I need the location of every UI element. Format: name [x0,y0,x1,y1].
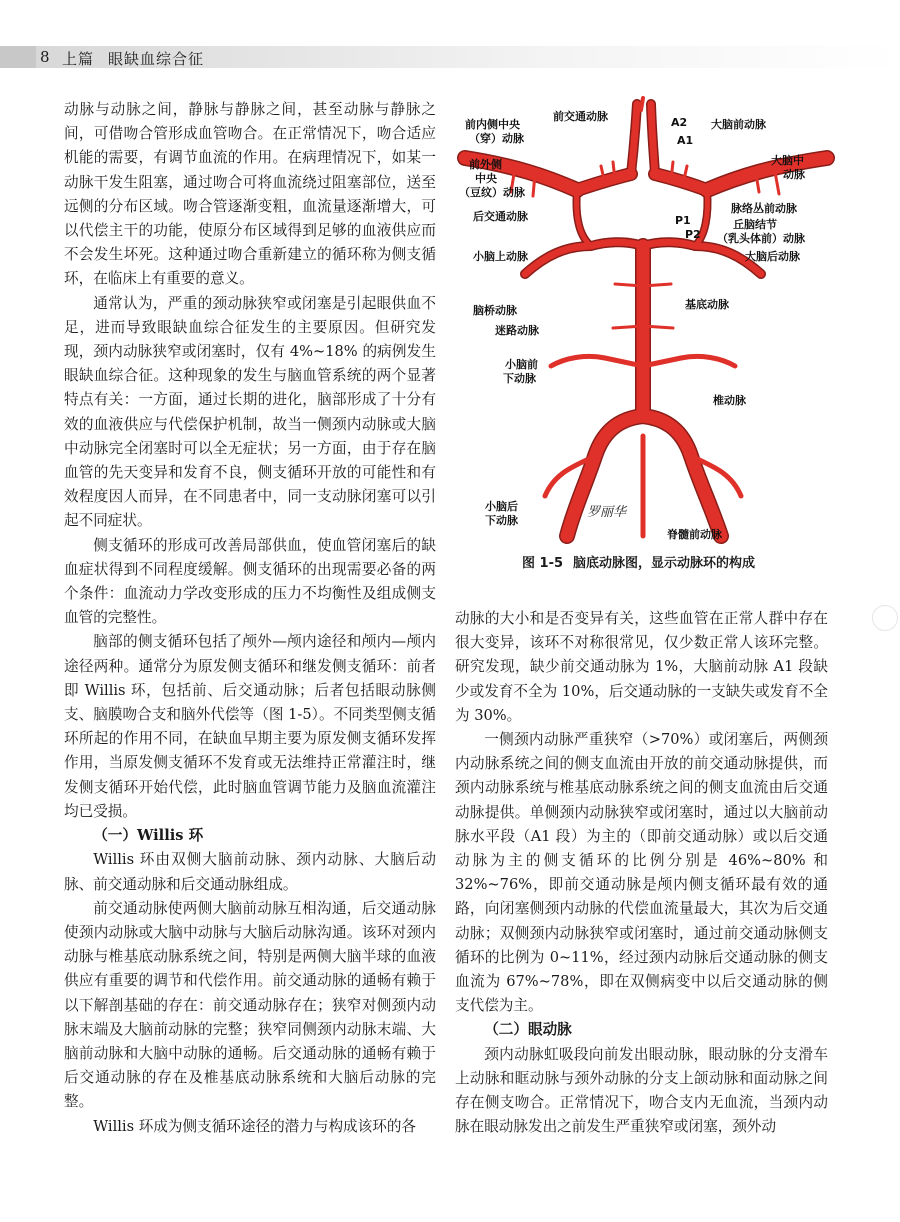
running-header [0,46,900,68]
label-thal: 丘脑结节 [733,218,777,231]
label-sca: 小脑上动脉 [473,250,528,263]
label-vertebral: 椎动脉 [713,394,746,407]
label-pca: 大脑后动脉 [745,250,800,263]
label-thal-2: （乳头体前）动脉 [717,232,805,245]
paragraph: 脑部的侧支循环包括了颅外—颅内途径和颅内—颅内途径两种。通常分为原发侧支循环和继发侧支循环：前者即 Willis 环，包括前、后交通动脉；后者包括眼动脉侧支、脑膜吻合支和脑外代偿等（图 1-5）。不同类型侧支循环所起的作用不同，在缺血早期主要为原发侧支循环发挥作用，当原发侧支循环不发育或无法维持正常灌注时，继发侧支循环开始代偿，此时脑血管调节能力及脑血流灌注均已受损。 [64,633,436,820]
label-alat: 前外侧 [469,158,502,171]
paragraph: 侧支循环的形成可改善局部供血，使血管闭塞后的缺血症状得到不同程度缓解。侧支循环的出现需要必备的两个条件：血流动力学改变形成的压力不均衡性及组成侧支血管的完整性。 [64,536,436,627]
label-a2: A2 [671,116,688,129]
watermark-stamp [872,605,898,631]
label-aca-central: 前内侧中央 [465,118,520,131]
paragraph: 动脉的大小和是否变异有关，这些血管在正常人群中存在很大变异，该环不对称很常见，仅少数正常人该环完整。研究发现，缺少前交通动脉为 1%，大脑前动脉 A1 段缺少或发育不全为 10%，后交通动脉的一支缺失或发育不全为 30%。 [455,610,828,724]
label-pontine: 脑桥动脉 [473,304,517,317]
figure-caption [522,552,755,571]
artist-signature: 罗丽华 [587,505,627,520]
paragraph: Willis 环成为侧支循环途径的潜力与构成该环的各 [93,1117,417,1135]
paragraph: 前交通动脉使两侧大脑前动脉互相沟通，后交通动脉使颈内动脉或大脑中动脉与大脑后动脉沟通。该环对颈内动脉与椎基底动脉系统之间，特别是两侧大脑半球的血液供应有重要的调节和代偿作用。前交通动脉的通畅有赖于以下解剖基础的存在：前交通动脉存在；狭窄对侧颈内动脉末端及大脑前动脉的完整；狭窄同侧颈内动脉末端、大脑前动脉和大脑中动脉的通畅。后交通动脉的通畅有赖于后交通动脉的存在及椎基底动脉系统和大脑后动脉的完整。 [64,899,436,1111]
header-tab [0,46,36,68]
paragraph: Willis 环由双侧大脑前动脉、颈内动脉、大脑后动脉、前交通动脉和后交通动脉组成。 [64,851,436,893]
label-mca-2: 动脉 [783,168,805,181]
label-pcom: 后交通动脉 [473,210,528,223]
part-label: 上篇 [62,50,95,68]
label-aica: 小脑前 [505,358,538,371]
label-a1: A1 [677,134,694,147]
label-pica: 小脑后 [485,500,518,513]
label-asa: 脊髓前动脉 [667,528,722,541]
label-pica-2: 下动脉 [485,514,518,527]
label-alat-2: 中央 [475,172,497,185]
section-heading-willis: （一）Willis 环 [93,827,204,845]
paragraph: 动脉与动脉之间，静脉与静脉之间，甚至动脉与静脉之间，可借吻合管形成血管吻合。在正常情况下，吻合适应机能的需要，有调节血流的作用。在病理情况下，如某一动脉干发生阻塞，通过吻合可将血流绕过阻塞部位，送至远侧的分布区域。吻合管逐渐变粗，血流量逐渐增大，可以代偿主干的功能，使原分布区域得到足够的血液供应而不会发生坏死。这种通过吻合重新建立的循环称为侧支循环，在临床上有重要的意义。 [64,101,436,288]
label-p1: P1 [675,214,691,227]
label-basilar: 基底动脉 [685,298,729,311]
label-aca: 大脑前动脉 [711,118,766,131]
label-aica-2: 下动脉 [503,372,536,385]
paragraph: 颈内动脉虹吸段向前发出眼动脉，眼动脉的分支滑车上动脉和眶动脉与颈外动脉的分支上颌动脉和面动脉之间存在侧支吻合。正常情况下，吻合支内无血流，当颈内动脉在眼动脉发出之前发生严重狭窄或闭塞，颈外动 [455,1045,828,1136]
section-heading-ophthalmic: （二）眼动脉 [484,1021,572,1039]
paragraph: 通常认为，严重的颈动脉狭窄或闭塞是引起眼供血不足，进而导致眼缺血综合征发生的主要原因。但研究发现，颈内动脉狭窄或闭塞时，仅有 4%~18% 的病例发生眼缺血综合征。这种现象的发生与脑血管系统的两个显著特点有关：一方面，通过长期的进化，脑部形成了十分有效的血液供应与代偿保护机制，故当一侧颈内动脉或大脑中动脉完全闭塞时可以全无症状；另一方面，由于存在脑血管的先天变异和发育不良，侧支循环开放的可能性和有效程度因人而异，在不同患者中，同一支动脉闭塞可以引起不同症状。 [64,294,436,530]
label-labyrinth: 迷路动脉 [495,324,539,337]
label-p2: P2 [685,228,701,241]
page-number: 8 [40,48,50,66]
paragraph: 一侧颈内动脉严重狭窄（>70%）或闭塞后，两侧颈内动脉系统之间的侧支血流由开放的前交通动脉提供，而颈内动脉系统与椎基底动脉系统之间的侧支血流由后交通动脉提供。单侧颈内动脉狭窄或闭塞时，通过以大脑前动脉水平段（A1 段）为主的（即前交通动脉）或以后交通动脉为主的侧支循环的比例分别是 46%~80% 和 32%~76%，即前交通动脉是颅内侧支循环最有效的通路，向闭塞侧颈内动脉的代偿血流量最大，其次为后交通动脉；双侧颈内动脉狭窄或闭塞时，通过前交通动脉侧支循环的比例为 0~11%，经过颈内动脉后交通动脉的侧支血流为 67%~78%，即在双侧病变中以后交通动脉的侧支代偿为主。 [455,731,828,1015]
label-mca: 大脑中 [771,154,804,167]
label-ach: 脉络丛前动脉 [731,202,797,215]
chapter-label: 眼缺血综合征 [108,50,205,68]
label-aca-central-2: （穿）动脉 [469,132,524,145]
caption-number: 图 1-5 [522,556,564,571]
caption-text: 脑底动脉图，显示动脉环的构成 [573,556,756,571]
left-column [64,98,436,1139]
label-acom: 前交通动脉 [553,110,608,123]
circle-of-willis-illustration [455,96,835,546]
header-title [62,48,218,69]
figure-1-5 [455,96,835,596]
right-column [455,607,828,1139]
label-alat-3: （豆纹）动脉 [459,186,525,199]
